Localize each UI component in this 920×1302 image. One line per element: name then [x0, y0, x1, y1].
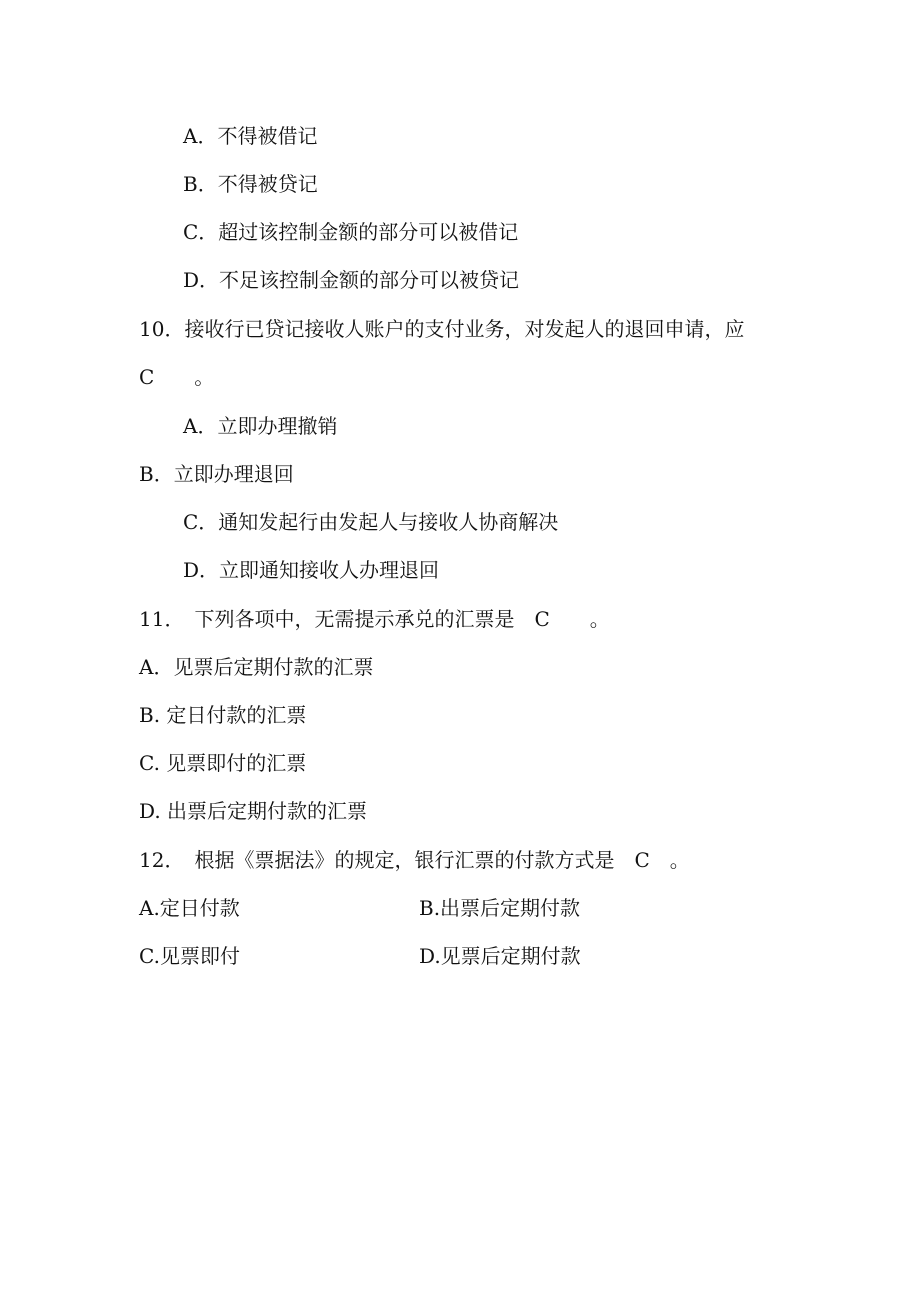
q12-option-d: D.见票后定期付款 — [419, 944, 581, 968]
q11-option-c: C. 见票即付的汇票 — [139, 751, 307, 775]
q11-option-b: B. 定日付款的汇票 — [139, 703, 307, 727]
q12-option-b: B.出票后定期付款 — [419, 896, 581, 920]
q11-option-d: D. 出票后定期付款的汇票 — [139, 799, 368, 823]
q10-option-a: A．立即办理撤销 — [183, 414, 338, 438]
q9-option-a: A．不得被借记 — [183, 124, 318, 148]
q12-option-a: A.定日付款 — [139, 896, 240, 920]
q9-option-d: D．不足该控制金额的部分可以被贷记 — [183, 268, 520, 292]
q9-option-c: C．超过该控制金额的部分可以被借记 — [183, 220, 519, 244]
q12-option-c: C.见票即付 — [139, 944, 240, 968]
q11-option-a: A．见票后定期付款的汇票 — [139, 655, 374, 679]
q10-stem-line1: 10．接收行已贷记接收人账户的支付业务，对发起人的退回申请，应 — [139, 317, 745, 341]
q9-option-b: B．不得被贷记 — [183, 172, 318, 196]
q10-option-c: C．通知发起行由发起人与接收人协商解决 — [183, 510, 559, 534]
q12-stem: 12． 根据《票据法》的规定，银行汇票的付款方式是 C 。 — [139, 848, 690, 872]
q10-option-d: D．立即通知接收人办理退回 — [183, 558, 440, 582]
q10-stem-line2: C 。 — [139, 365, 215, 389]
q11-stem: 11． 下列各项中，无需提示承兑的汇票是 C 。 — [139, 607, 610, 631]
q10-option-b: B．立即办理退回 — [139, 462, 294, 486]
